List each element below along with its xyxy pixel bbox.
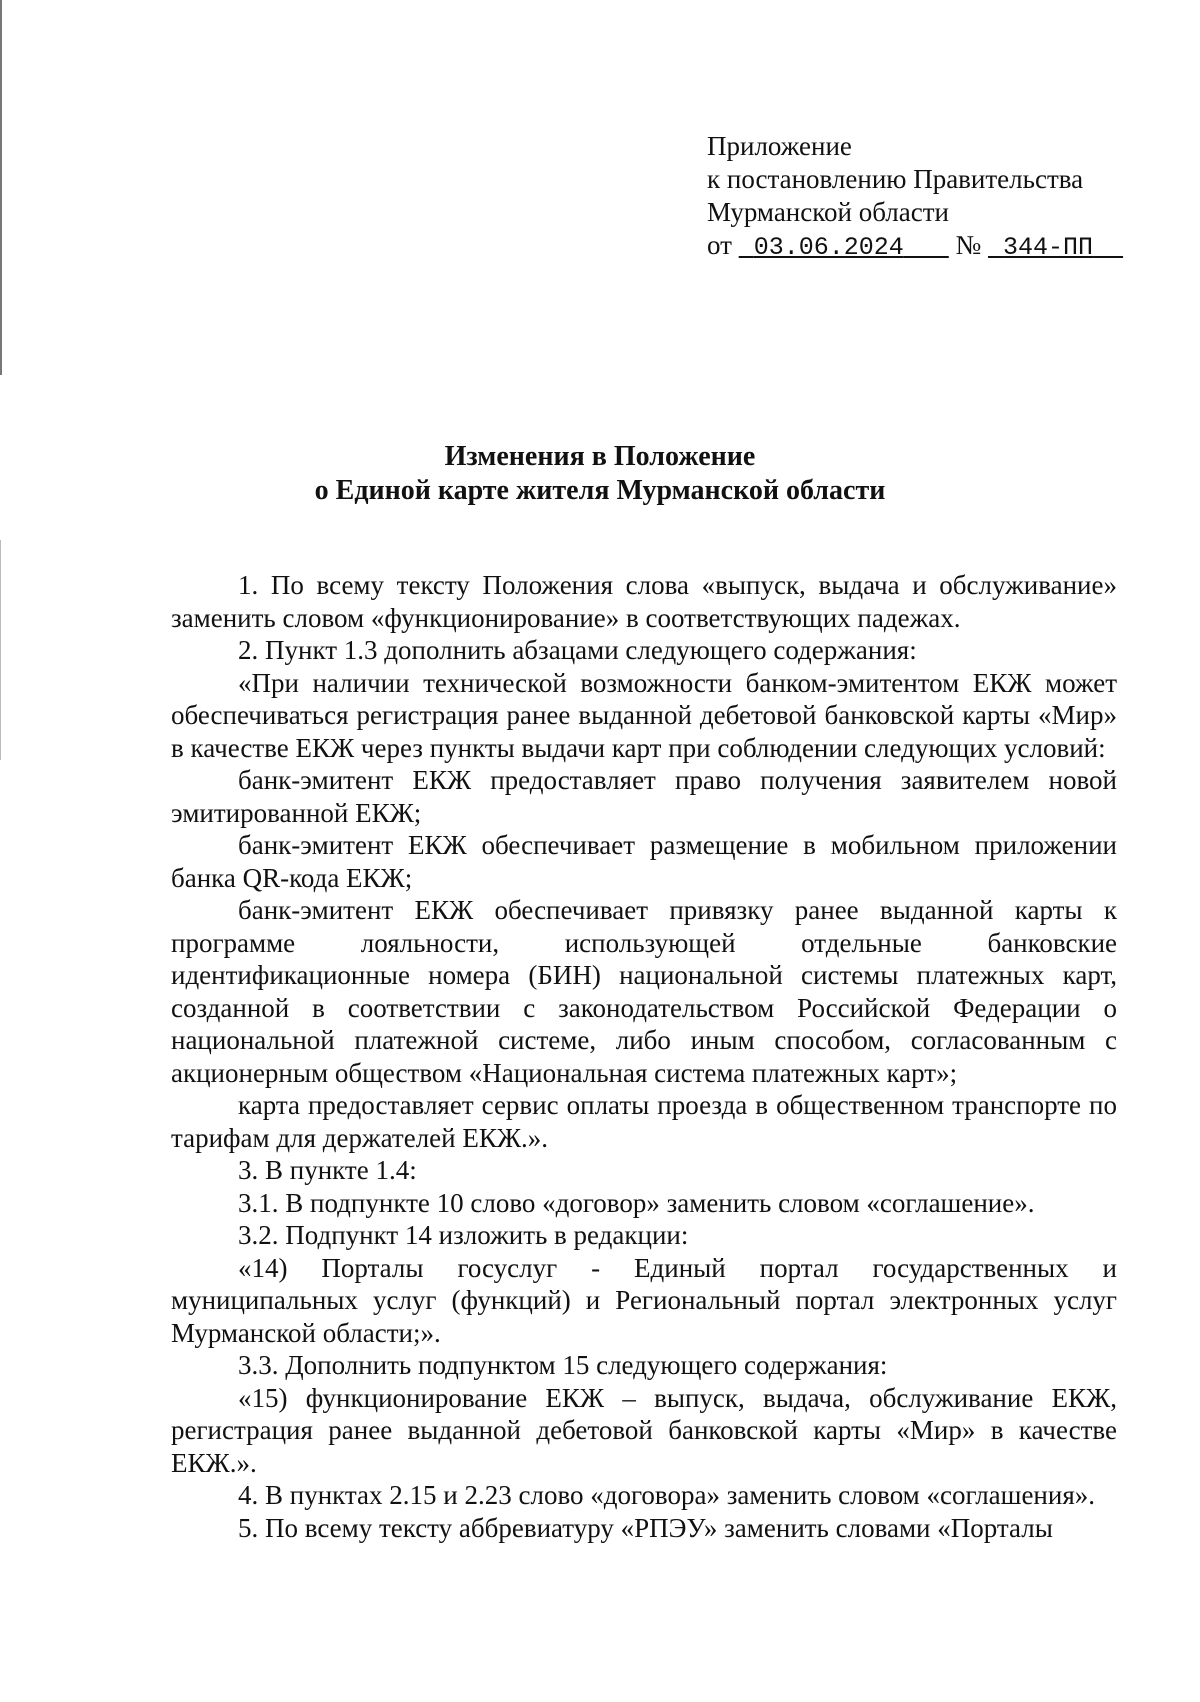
paragraph: банк-эмитент ЕКЖ предоставляет право получения заявителем новой эмитированной ЕКЖ; [171, 765, 1117, 828]
paragraph: 1. По всему тексту Положения слова «выпуск, выдача и обслуживание» заменить словом «функционирование» в соответствующих падежах. [171, 570, 1117, 633]
approval-line: Приложение [707, 131, 852, 161]
approval-block [707, 130, 1123, 264]
document-body [171, 569, 1117, 1544]
approval-date-line [707, 229, 1123, 264]
document-title [0, 440, 1200, 508]
number-prefix: № [955, 230, 982, 260]
approval-line: Мурманской области [707, 197, 949, 227]
paragraph: банк-эмитент ЕКЖ обеспечивает размещение в мобильном приложении банка QR-кода ЕКЖ; [171, 830, 1117, 893]
approval-line: к постановлению Правительства [707, 164, 1084, 194]
title-line: Изменения в Положение [444, 441, 756, 472]
scan-edge-line [0, 0, 2, 375]
paragraph: 3.3. Дополнить подпунктом 15 следующего содержания: [238, 1350, 888, 1380]
paragraph: карта предоставляет сервис оплаты проезда в общественном транспорте по тарифам для держателей ЕКЖ.». [171, 1090, 1117, 1153]
paragraph: 4. В пунктах 2.15 и 2.23 слово «договора» заменить словом «соглашения». [238, 1480, 1095, 1510]
document-number: 344-ПП [1003, 233, 1094, 262]
paragraph: «15) функционирование ЕКЖ – выпуск, выдача, обслуживание ЕКЖ, регистрация ранее выданной дебетовой банковской карты «Мир» в качестве ЕКЖ.». [171, 1382, 1117, 1478]
paragraph: 2. Пункт 1.3 дополнить абзацами следующего содержания: [238, 635, 917, 665]
paragraph: 3. В пункте 1.4: [238, 1155, 417, 1185]
title-line: о Единой карте жителя Мурманской области [314, 475, 886, 506]
paragraph: «При наличии технической возможности банком-эмитентом ЕКЖ может обеспечиваться регистрация ранее выданной дебетовой банковской карты «Мир» в качестве ЕКЖ через пункты выдачи карт при соблюдении следующих условий: [171, 667, 1117, 763]
paragraph: 5. По всему тексту аббревиатуру «РПЭУ» заменить словами «Порталы [238, 1512, 1053, 1543]
paragraph: банк-эмитент ЕКЖ обеспечивает привязку ранее выданной карты к программе лояльности, использующей отдельные банковские идентификационные номера (БИН) национальной системы платежных карт, созданной в соответствии с законодательством Российской Федерации о национальной платежной системе, либо иным способом, согласованным с акционерным обществом «Национальная система платежных карт»; [171, 895, 1117, 1088]
paragraph: 3.1. В подпункте 10 слово «договор» заменить словом «соглашение». [238, 1187, 1035, 1218]
paragraph: «14) Порталы госуслуг - Единый портал государственных и муниципальных услуг (функций) и Региональный портал электронных услуг Мурманской области;». [171, 1252, 1117, 1348]
document-date: 03.06.2024 [753, 233, 904, 262]
scan-edge-line [0, 540, 1, 760]
paragraph: 3.2. Подпункт 14 изложить в редакции: [238, 1220, 689, 1250]
date-prefix: от [707, 230, 732, 260]
